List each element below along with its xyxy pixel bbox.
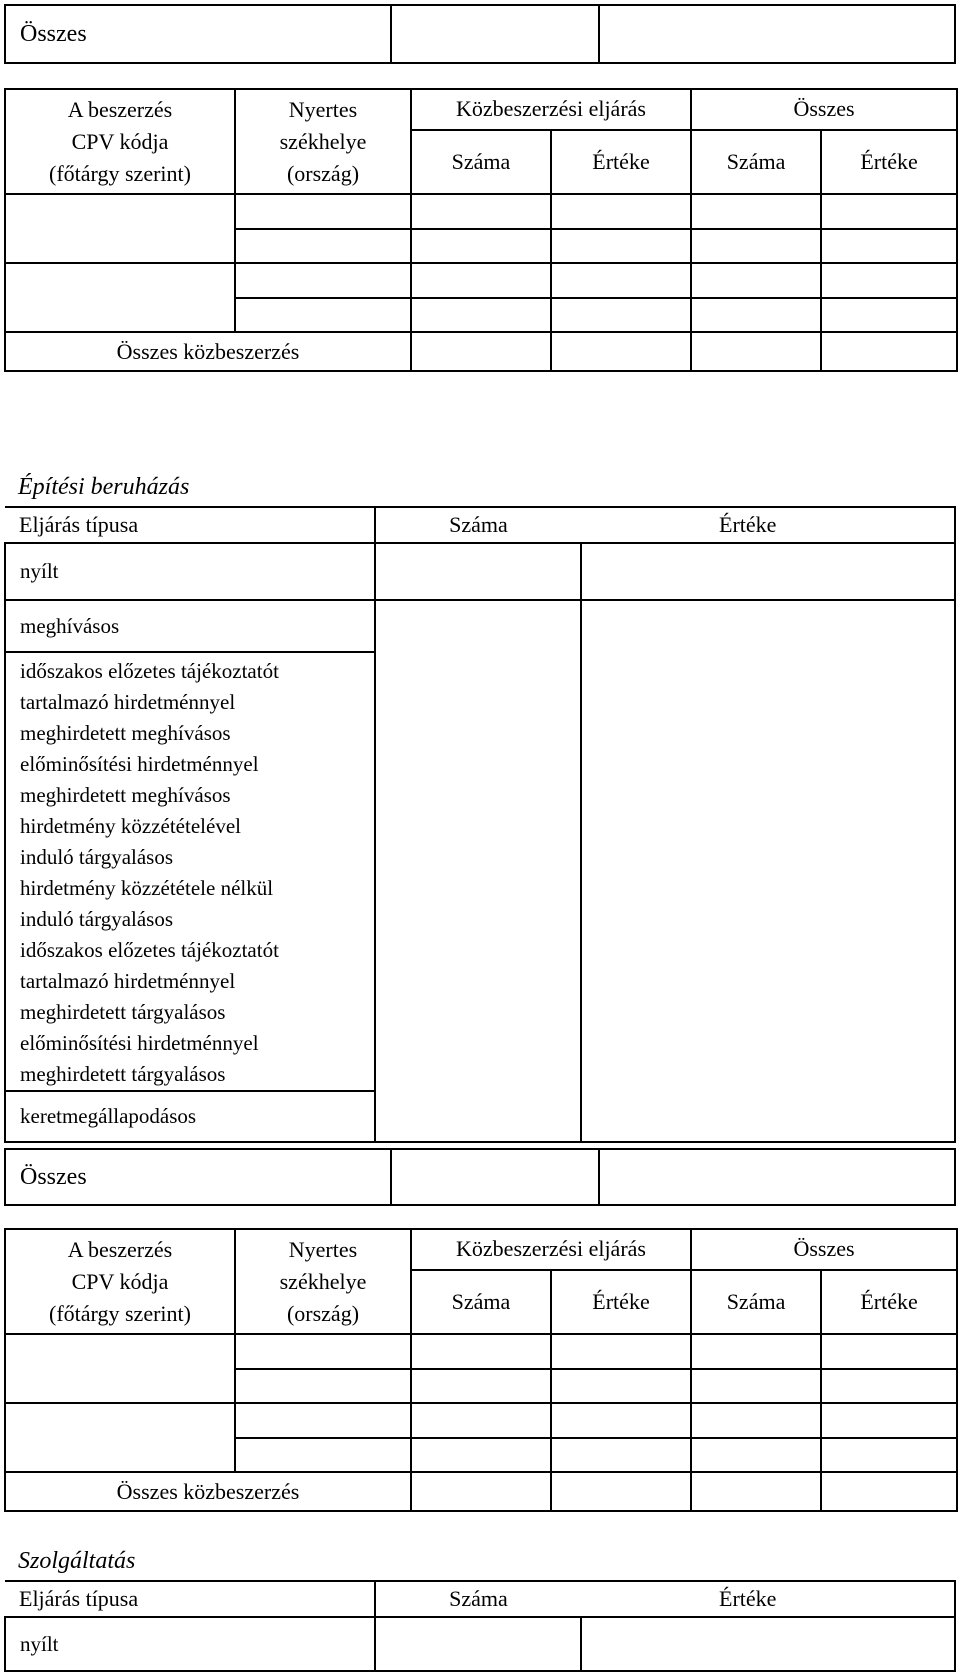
winner-seat-header: Nyertes székhelye (ország)	[235, 1229, 411, 1334]
table-cell	[551, 1403, 691, 1437]
all-procurements-label: Összes közbeszerzés	[5, 1472, 411, 1511]
table-cell	[821, 298, 957, 332]
table-cell	[691, 298, 821, 332]
table-cell	[691, 1438, 821, 1472]
table-cell	[821, 229, 957, 263]
procedure-group-header: Közbeszerzési eljárás	[411, 89, 691, 130]
table-cell	[821, 1438, 957, 1472]
table-cell	[235, 298, 411, 332]
procedure-row-label: nyílt	[5, 1617, 375, 1671]
section-heading-construction: Építési beruházás	[18, 474, 190, 500]
total-value-header: Értéke	[821, 130, 957, 195]
table-cell	[581, 600, 955, 1142]
table-cell	[551, 229, 691, 263]
table-cell	[691, 194, 821, 228]
total-group-header: Összes	[691, 89, 957, 130]
cpv-table-1	[4, 88, 958, 372]
table-cell	[5, 1334, 235, 1403]
section-heading-services: Szolgáltatás	[18, 1548, 136, 1574]
cpv-code-header: A beszerzés CPV kódja (főtárgy szerint)	[5, 1229, 235, 1334]
table-cell	[599, 1149, 955, 1205]
table-cell	[411, 1403, 551, 1437]
table-cell	[411, 229, 551, 263]
table-cell	[691, 263, 821, 297]
table-cell	[411, 263, 551, 297]
procedure-value-header: Értéke	[551, 1270, 691, 1335]
table-cell	[411, 298, 551, 332]
construction-total-label: Összes	[5, 1149, 391, 1205]
table-cell	[821, 1369, 957, 1403]
table-cell	[691, 1403, 821, 1437]
table-cell	[551, 263, 691, 297]
table-cell	[821, 1334, 957, 1368]
total-count-header: Száma	[691, 1270, 821, 1335]
table-cell	[411, 332, 551, 371]
procedure-row-label: keretmegállapodásos	[5, 1091, 375, 1142]
table-cell	[5, 194, 235, 263]
table-cell	[375, 1617, 581, 1671]
table-cell	[235, 229, 411, 263]
table-cell	[551, 298, 691, 332]
table-cell	[691, 1334, 821, 1368]
total-group-header: Összes	[691, 1229, 957, 1270]
table-cell	[551, 1334, 691, 1368]
top-total-label: Összes	[5, 5, 391, 63]
table-cell	[235, 1438, 411, 1472]
table-cell	[581, 1617, 955, 1671]
table-cell	[235, 1403, 411, 1437]
table-cell	[5, 263, 235, 332]
table-cell	[691, 229, 821, 263]
all-procurements-label: Összes közbeszerzés	[5, 332, 411, 371]
procedure-count-header: Száma	[411, 1270, 551, 1335]
table-cell	[235, 194, 411, 228]
table-cell	[821, 1403, 957, 1437]
procedure-row-multi: időszakos előzetes tájékoztatót tartalmazó hirdetménnyel meghirdetett meghívásos előminősítési hirdetménnyel meghirdetett meghívásos hirdetmény közzétételével induló tárgyalásos hirdetmény közzététele nélkül induló tárgyalásos időszakos előzetes tájékoztatót tartalmazó hirdetménnyel meghirdetett tárgyalásos előminősítési hirdetménnyel meghirdetett tárgyalásos	[5, 652, 375, 1090]
table-cell	[5, 1403, 235, 1472]
winner-seat-header: Nyertes székhelye (ország)	[235, 89, 411, 194]
top-total-count-cell	[391, 5, 599, 63]
table-cell	[691, 332, 821, 371]
table-cell	[691, 1369, 821, 1403]
table-cell	[551, 1369, 691, 1403]
table-cell	[821, 263, 957, 297]
table-cell	[551, 1472, 691, 1511]
table-cell	[411, 1438, 551, 1472]
table-cell	[821, 1472, 957, 1511]
procedure-type-header: Eljárás típusa	[5, 507, 375, 543]
construction-total-table	[4, 1148, 956, 1206]
procedure-type-header: Eljárás típusa	[5, 1581, 375, 1617]
count-header: Száma	[375, 507, 581, 543]
table-cell	[411, 194, 551, 228]
value-header: Értéke	[581, 507, 955, 543]
table-cell	[411, 1334, 551, 1368]
table-cell	[821, 332, 957, 371]
table-cell	[375, 600, 581, 1142]
table-cell	[551, 1438, 691, 1472]
table-cell	[551, 332, 691, 371]
table-cell	[411, 1369, 551, 1403]
table-cell	[551, 194, 691, 228]
table-cell	[391, 1149, 599, 1205]
procedure-value-header: Értéke	[551, 130, 691, 195]
cpv-table-2	[4, 1228, 958, 1512]
table-cell	[375, 543, 581, 600]
construction-procedure-table	[4, 506, 956, 1143]
value-header: Értéke	[581, 1581, 955, 1617]
procedure-group-header: Közbeszerzési eljárás	[411, 1229, 691, 1270]
table-cell	[235, 263, 411, 297]
total-count-header: Száma	[691, 130, 821, 195]
top-total-table	[4, 4, 956, 64]
procedure-row-label: nyílt	[5, 543, 375, 600]
cpv-code-header: A beszerzés CPV kódja (főtárgy szerint)	[5, 89, 235, 194]
table-cell	[411, 1472, 551, 1511]
table-cell	[235, 1369, 411, 1403]
count-header: Száma	[375, 1581, 581, 1617]
table-cell	[691, 1472, 821, 1511]
top-total-value-cell	[599, 5, 955, 63]
table-cell	[581, 543, 955, 600]
procedure-row-label: meghívásos	[5, 600, 375, 652]
services-procedure-table	[4, 1580, 956, 1672]
table-cell	[821, 194, 957, 228]
table-cell	[235, 1334, 411, 1368]
procedure-count-header: Száma	[411, 130, 551, 195]
total-value-header: Értéke	[821, 1270, 957, 1335]
